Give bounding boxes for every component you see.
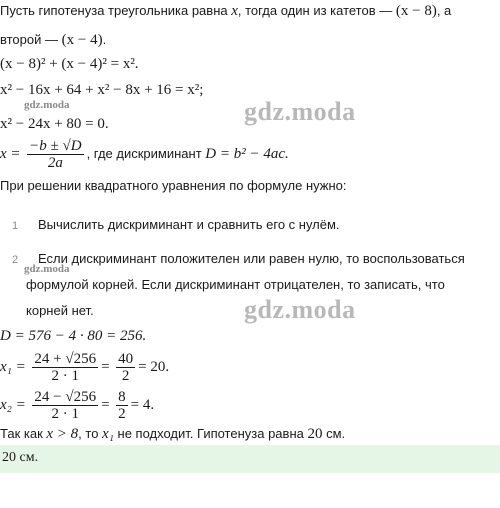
intro-text: , тогда один из катетов — [237, 3, 396, 18]
x1-result: = 20. [138, 359, 170, 375]
x2-numerator-2: 8 [118, 389, 126, 406]
step-text: Если дискриминант положителен или равен нулю, то воспользоваться [38, 251, 465, 266]
answer-box [0, 445, 500, 473]
step-2-line-2: формулой корней. Если дискриминант отрицателен, то записать, что [26, 277, 445, 292]
discriminant-calc: D = 576 − 4 · 80 = 256. [0, 328, 147, 344]
watermark-large: gdz.moda [244, 295, 356, 324]
intro-text: , а [436, 3, 452, 18]
intro-text: . [102, 32, 107, 47]
conclusion-text: , то [78, 426, 103, 441]
x1-fraction [32, 351, 98, 384]
formula-denominator: 2a [47, 155, 63, 172]
equation-pythagoras: (x − 8)² + (x − 4)² = x². [0, 56, 139, 72]
equation-expanded: x² − 16x + 64 + x² − 8x + 16 = x²; [0, 82, 204, 98]
leg-expression: (x − 4) [61, 32, 103, 48]
formula-fraction [27, 138, 83, 171]
formula-text: , где дискриминант [86, 146, 206, 161]
leg-expression: (x − 8) [395, 3, 437, 19]
intro-line-2 [0, 31, 106, 49]
step-1 [0, 216, 340, 235]
var-x1: x₁ [102, 426, 114, 442]
formula-numerator: −b ± √D [29, 138, 82, 155]
conclusion [0, 425, 345, 443]
x2-lhs: x₂ = [0, 397, 26, 413]
condition: x > 8 [46, 426, 79, 442]
conclusion-text: не подходит. Гипотенуза равна [113, 426, 308, 441]
answer-value: 20 [307, 426, 323, 442]
x2-numerator: 24 − √256 [34, 389, 97, 406]
root-x2 [0, 387, 154, 423]
x2-result: = 4. [130, 397, 155, 413]
x2-fraction [32, 389, 98, 422]
root-x1 [0, 349, 169, 385]
step-2-line-3: корней нет. [26, 303, 94, 318]
x1-fraction-2 [116, 351, 135, 384]
x1-numerator-2: 40 [118, 351, 134, 368]
rule-intro: При решении квадратного уравнения по формуле нужно: [0, 178, 347, 193]
quadratic-formula-line [0, 136, 289, 172]
watermark-large: gdz.moda [244, 97, 356, 126]
x2-denominator: 2 · 1 [51, 406, 79, 423]
watermark-small: gdz.moda [24, 99, 70, 111]
intro-line-1 [0, 2, 451, 20]
x2-fraction-2 [116, 389, 128, 422]
step-number: 1 [12, 220, 19, 232]
equals: = [101, 359, 110, 375]
answer: 20 см. [2, 450, 39, 465]
x1-denominator: 2 · 1 [51, 368, 79, 385]
x1-denominator-2: 2 [121, 368, 130, 385]
step-text: Вычислить дискриминант и сравнить его с нулём. [38, 217, 340, 232]
watermark-small: gdz.moda [24, 263, 70, 275]
formula-lhs: x = [0, 146, 21, 162]
conclusion-text: Так как [0, 426, 47, 441]
x1-numerator: 24 + √256 [34, 351, 97, 368]
equation-quadratic: x² − 24x + 80 = 0. [0, 116, 109, 132]
discriminant-formula: D = b² − 4ac. [205, 146, 289, 162]
equals: = [101, 397, 110, 413]
intro-text: второй — [0, 32, 62, 47]
step-number: 2 [12, 254, 19, 266]
conclusion-text: см. [322, 426, 346, 441]
x1-lhs: x₁ = [0, 359, 26, 375]
intro-text: Пусть гипотенуза треугольника равна [0, 3, 232, 18]
x2-denominator-2: 2 [118, 406, 126, 423]
var-x: x [231, 3, 238, 19]
